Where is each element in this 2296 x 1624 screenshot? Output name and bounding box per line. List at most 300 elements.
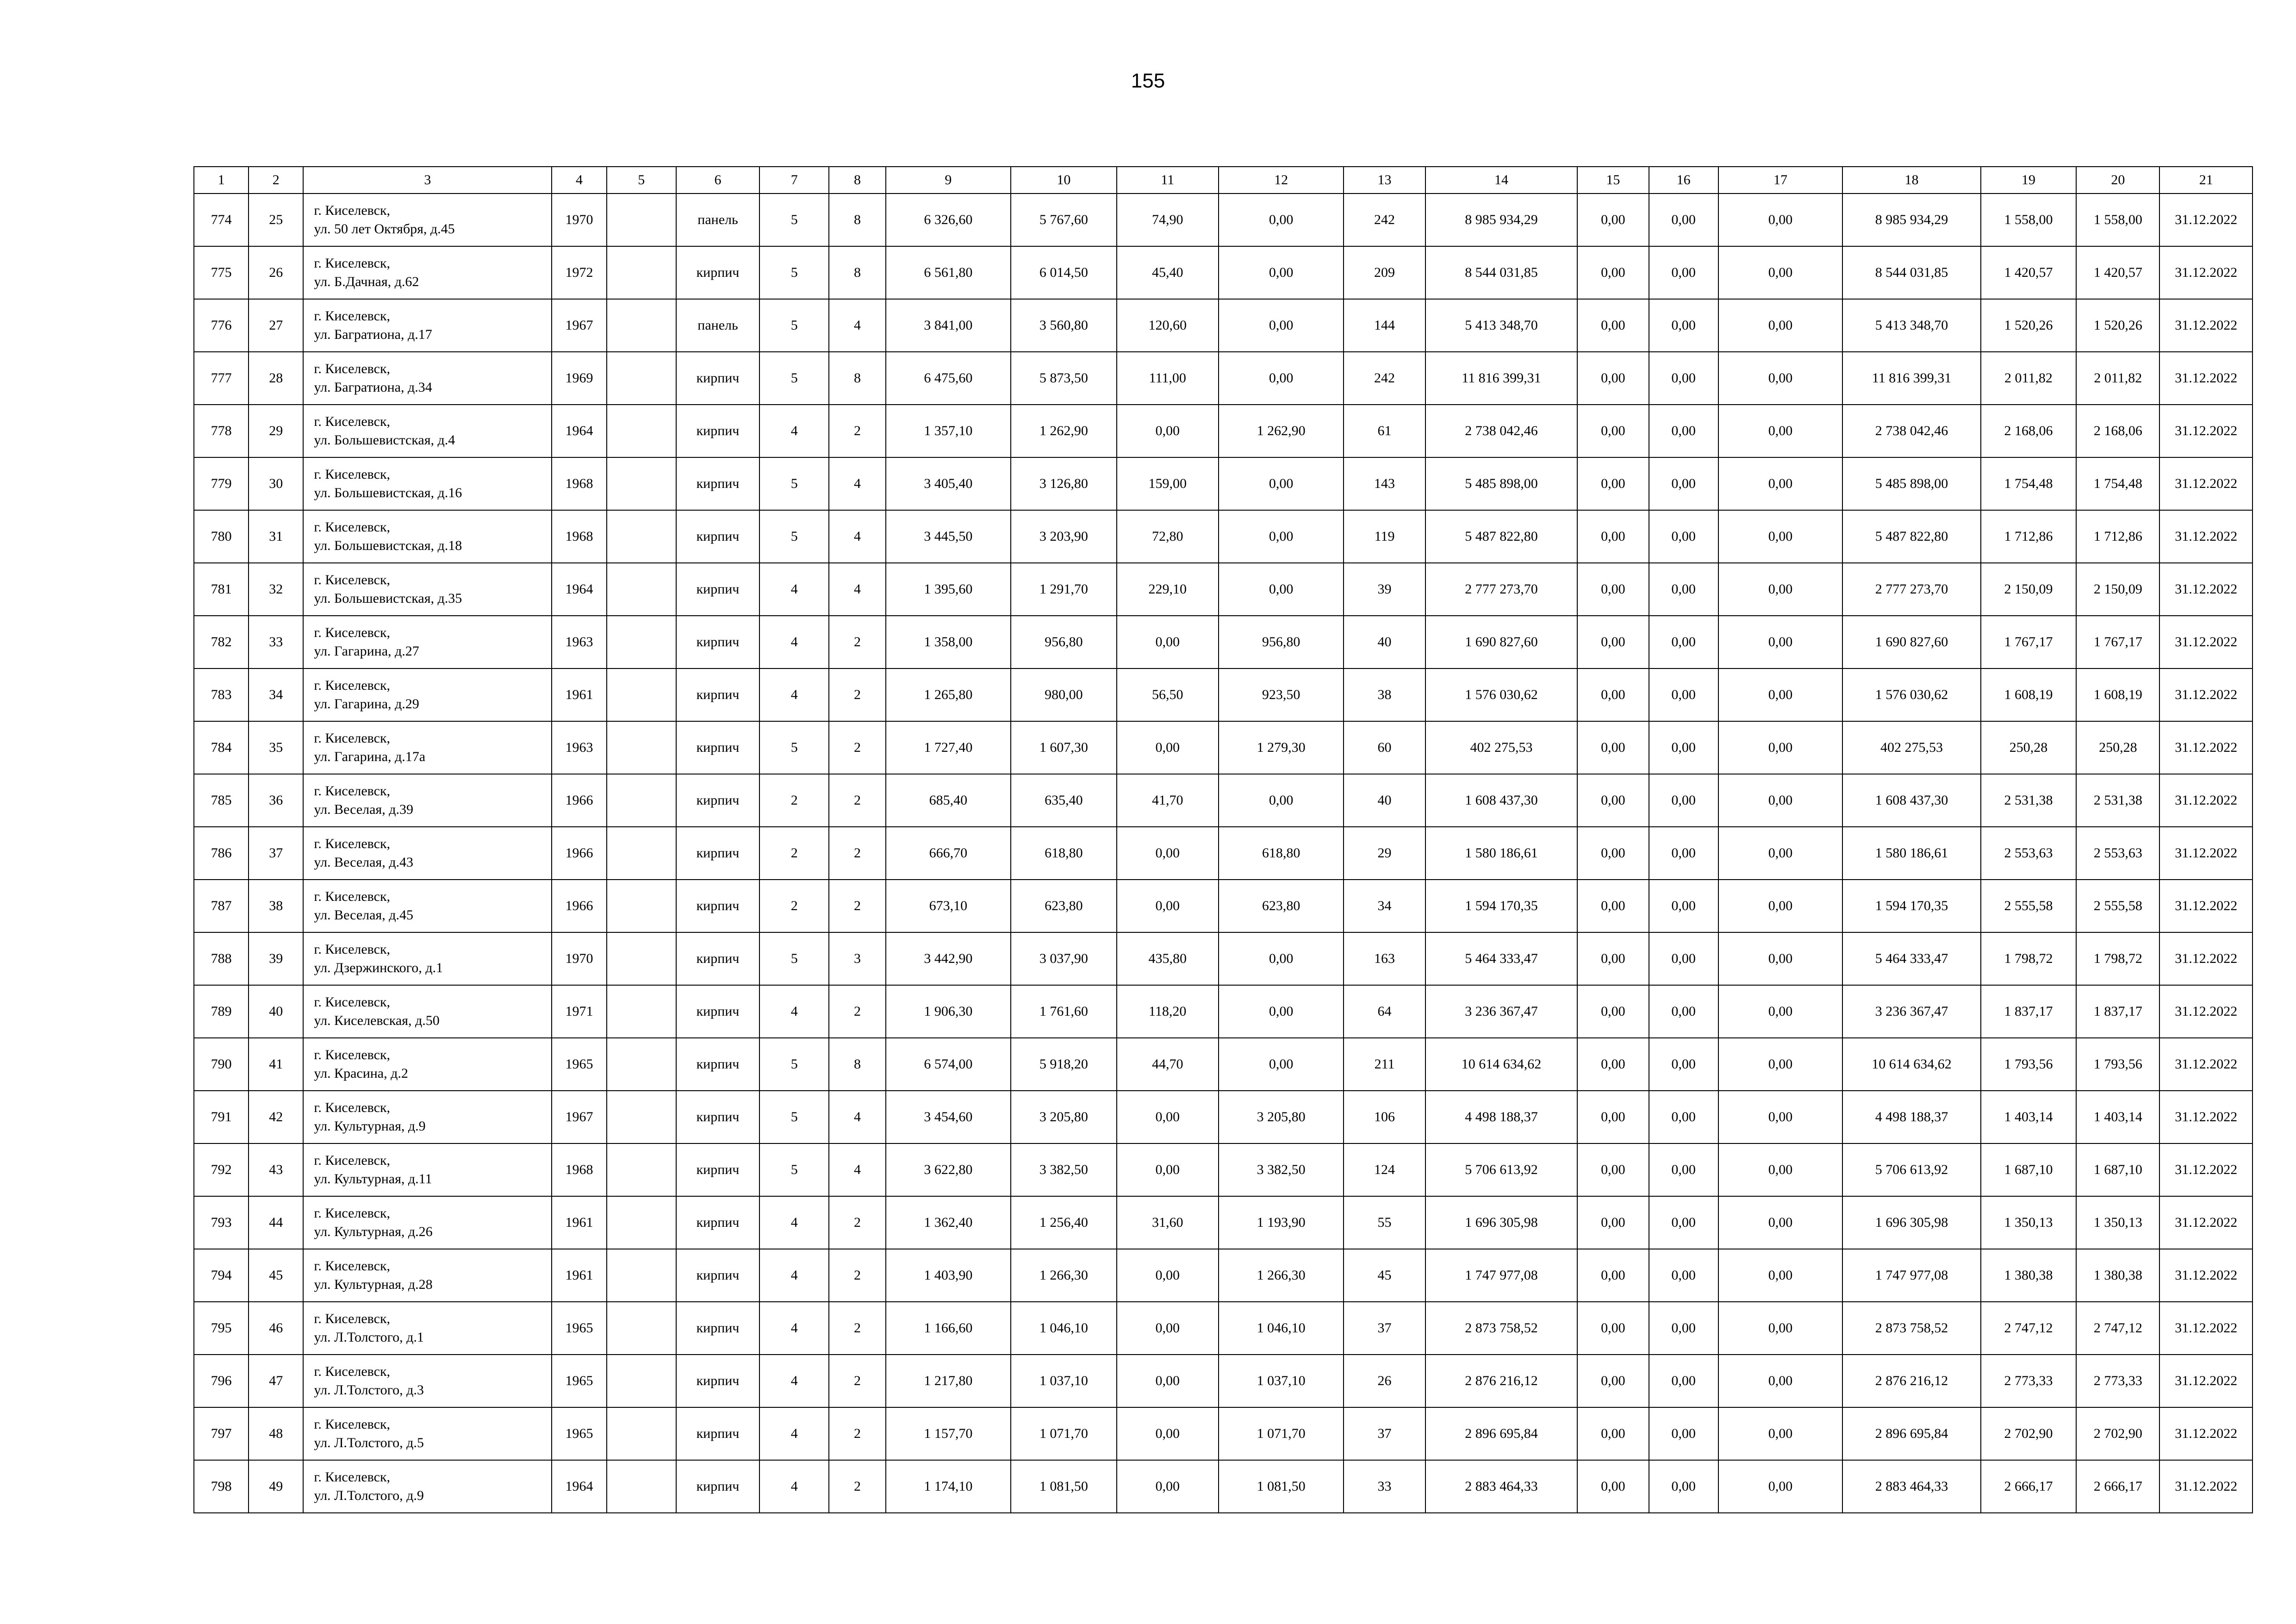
table-cell: 2 553,63: [1981, 827, 2076, 880]
table-cell: 1 071,70: [1011, 1407, 1116, 1460]
table-cell: 1 174,10: [886, 1460, 1011, 1513]
address-city: г. Киселевск,: [314, 1469, 391, 1485]
table-cell: 2 747,12: [2076, 1302, 2159, 1355]
table-cell: 1 712,86: [1981, 510, 2076, 563]
table-cell: 47: [249, 1355, 303, 1407]
table-row: [194, 563, 2252, 616]
table-cell: 31: [249, 510, 303, 563]
address-city: г. Киселевск,: [314, 1364, 391, 1379]
address-cell: [303, 457, 552, 510]
table-cell: 2 555,58: [2076, 880, 2159, 932]
table-cell: [607, 1249, 676, 1302]
table-cell: 0,00: [1718, 194, 1842, 246]
table-cell: 1 380,38: [1981, 1249, 2076, 1302]
column-header: 18: [1842, 167, 1981, 194]
table-cell: 1967: [552, 299, 606, 352]
table-cell: 1 046,10: [1011, 1302, 1116, 1355]
table-cell: 2: [829, 827, 885, 880]
table-cell: 4: [829, 457, 885, 510]
table-cell: 8: [829, 1038, 885, 1091]
table-cell: 1961: [552, 1196, 606, 1249]
table-cell: кирпич: [676, 457, 759, 510]
table-cell: 61: [1344, 405, 1425, 457]
address-city: г. Киселевск,: [314, 572, 391, 587]
address-cell: [303, 1143, 552, 1196]
table-cell: 39: [1344, 563, 1425, 616]
table-cell: 39: [249, 932, 303, 985]
table-cell: [607, 668, 676, 721]
table-cell: 74,90: [1117, 194, 1219, 246]
table-cell: 2 773,33: [1981, 1355, 2076, 1407]
table-cell: 8: [829, 246, 885, 299]
table-cell: 64: [1344, 985, 1425, 1038]
table-cell: 5 413 348,70: [1425, 299, 1578, 352]
table-cell: 2: [829, 405, 885, 457]
table-cell: 4: [759, 405, 829, 457]
table-cell: 31.12.2022: [2159, 405, 2252, 457]
address-cell: [303, 510, 552, 563]
table-cell: 0,00: [1718, 510, 1842, 563]
table-cell: 0,00: [1219, 194, 1344, 246]
table-cell: 0,00: [1219, 246, 1344, 299]
table-cell: 4: [759, 668, 829, 721]
table-cell: 0,00: [1718, 1143, 1842, 1196]
table-cell: 1 262,90: [1219, 405, 1344, 457]
table-cell: 0,00: [1577, 1143, 1649, 1196]
address-cell: [303, 985, 552, 1038]
table-row: [194, 299, 2252, 352]
table-cell: 4: [759, 1249, 829, 1302]
table-cell: 785: [194, 774, 249, 827]
table-cell: кирпич: [676, 352, 759, 405]
table-cell: 623,80: [1219, 880, 1344, 932]
table-row: [194, 352, 2252, 405]
column-header: 10: [1011, 167, 1116, 194]
address-city: г. Киселевск,: [314, 361, 391, 376]
table-cell: 0,00: [1718, 1302, 1842, 1355]
table-cell: 1 395,60: [886, 563, 1011, 616]
table-cell: 4: [759, 1302, 829, 1355]
table-cell: 2 873 758,52: [1425, 1302, 1578, 1355]
column-header: 1: [194, 167, 249, 194]
table-cell: 1963: [552, 616, 606, 668]
table-cell: 1 906,30: [886, 985, 1011, 1038]
table-cell: 36: [249, 774, 303, 827]
table-row: [194, 457, 2252, 510]
table-cell: 0,00: [1117, 1460, 1219, 1513]
table-cell: 41: [249, 1038, 303, 1091]
table-cell: 0,00: [1577, 721, 1649, 774]
table-cell: 635,40: [1011, 774, 1116, 827]
address-cell: [303, 194, 552, 246]
table-cell: 1 279,30: [1219, 721, 1344, 774]
table-cell: 111,00: [1117, 352, 1219, 405]
table-cell: 3 445,50: [886, 510, 1011, 563]
table-cell: 31.12.2022: [2159, 1143, 2252, 1196]
table-cell: 72,80: [1117, 510, 1219, 563]
table-cell: 5: [759, 1038, 829, 1091]
table-cell: 31.12.2022: [2159, 827, 2252, 880]
table-cell: 0,00: [1577, 1302, 1649, 1355]
table-cell: [607, 563, 676, 616]
table-cell: кирпич: [676, 668, 759, 721]
table-cell: 29: [1344, 827, 1425, 880]
table-cell: 796: [194, 1355, 249, 1407]
table-cell: 1961: [552, 1249, 606, 1302]
table-cell: 0,00: [1117, 880, 1219, 932]
table-cell: 3: [829, 932, 885, 985]
table-cell: 2 150,09: [2076, 563, 2159, 616]
table-cell: 0,00: [1219, 1038, 1344, 1091]
address-street: ул. Веселая, д.45: [314, 907, 413, 923]
address-street: ул. Багратиона, д.17: [314, 327, 432, 342]
table-cell: 0,00: [1117, 1143, 1219, 1196]
table-cell: 250,28: [1981, 721, 2076, 774]
table-cell: 56,50: [1117, 668, 1219, 721]
table-cell: 790: [194, 1038, 249, 1091]
table-cell: 31.12.2022: [2159, 1407, 2252, 1460]
table-cell: 5 706 613,92: [1425, 1143, 1578, 1196]
table-cell: [607, 880, 676, 932]
table-cell: 0,00: [1649, 985, 1718, 1038]
table-cell: 0,00: [1718, 1460, 1842, 1513]
table-cell: 2 876 216,12: [1425, 1355, 1578, 1407]
column-header: 15: [1577, 167, 1649, 194]
table-cell: 0,00: [1219, 985, 1344, 1038]
table-cell: 1968: [552, 457, 606, 510]
table-cell: 2 531,38: [2076, 774, 2159, 827]
table-cell: 1 696 305,98: [1425, 1196, 1578, 1249]
table-cell: 163: [1344, 932, 1425, 985]
table-cell: 0,00: [1577, 194, 1649, 246]
table-cell: 0,00: [1649, 721, 1718, 774]
table-cell: 25: [249, 194, 303, 246]
table-cell: 3 382,50: [1011, 1143, 1116, 1196]
table-cell: 666,70: [886, 827, 1011, 880]
table-cell: 1964: [552, 405, 606, 457]
address-cell: [303, 1196, 552, 1249]
table-cell: 778: [194, 405, 249, 457]
table-cell: 0,00: [1718, 1091, 1842, 1143]
address-street: ул. Л.Толстого, д.9: [314, 1488, 424, 1503]
table-cell: 0,00: [1718, 827, 1842, 880]
table-cell: [607, 1407, 676, 1460]
table-cell: 2: [759, 880, 829, 932]
address-city: г. Киселевск,: [314, 1100, 391, 1115]
table-cell: 0,00: [1718, 563, 1842, 616]
table-row: [194, 405, 2252, 457]
address-city: г. Киселевск,: [314, 1047, 391, 1062]
column-header: 6: [676, 167, 759, 194]
address-city: г. Киселевск,: [314, 783, 391, 799]
table-cell: 1 767,17: [2076, 616, 2159, 668]
table-cell: 2: [829, 880, 885, 932]
table-cell: 31.12.2022: [2159, 1038, 2252, 1091]
address-cell: [303, 563, 552, 616]
table-cell: 2 553,63: [2076, 827, 2159, 880]
table-cell: [607, 1038, 676, 1091]
table-row: [194, 1091, 2252, 1143]
table-cell: 55: [1344, 1196, 1425, 1249]
address-street: ул. Культурная, д.26: [314, 1224, 433, 1239]
table-cell: 2 702,90: [1981, 1407, 2076, 1460]
table-cell: 124: [1344, 1143, 1425, 1196]
column-header: 3: [303, 167, 552, 194]
table-cell: 0,00: [1718, 880, 1842, 932]
address-street: ул. 50 лет Октября, д.45: [314, 221, 455, 237]
table-cell: 774: [194, 194, 249, 246]
table-cell: 2: [829, 1249, 885, 1302]
table-cell: 8 985 934,29: [1842, 194, 1981, 246]
table-cell: кирпич: [676, 1249, 759, 1302]
table-cell: 1 403,14: [2076, 1091, 2159, 1143]
table-row: [194, 1249, 2252, 1302]
table-cell: 1 793,56: [1981, 1038, 2076, 1091]
table-cell: 0,00: [1649, 1143, 1718, 1196]
table-row: [194, 827, 2252, 880]
table-cell: 1 266,30: [1011, 1249, 1116, 1302]
table-cell: 0,00: [1649, 668, 1718, 721]
table-cell: 31.12.2022: [2159, 1302, 2252, 1355]
table-cell: кирпич: [676, 1407, 759, 1460]
table-cell: [607, 1196, 676, 1249]
table-cell: 31.12.2022: [2159, 299, 2252, 352]
table-cell: 1 262,90: [1011, 405, 1116, 457]
table-cell: 2: [829, 1302, 885, 1355]
table-cell: 31.12.2022: [2159, 932, 2252, 985]
column-header: 19: [1981, 167, 2076, 194]
table-cell: [607, 827, 676, 880]
table-cell: 956,80: [1219, 616, 1344, 668]
table-cell: 31.12.2022: [2159, 1091, 2252, 1143]
table-row: [194, 1355, 2252, 1407]
table-cell: 49: [249, 1460, 303, 1513]
table-cell: 46: [249, 1302, 303, 1355]
table-cell: [607, 774, 676, 827]
table-cell: кирпич: [676, 985, 759, 1038]
table-header-row: [194, 167, 2252, 194]
table-row: [194, 1460, 2252, 1513]
table-cell: 1 594 170,35: [1842, 880, 1981, 932]
table-cell: 31.12.2022: [2159, 1249, 2252, 1302]
table-cell: 3 126,80: [1011, 457, 1116, 510]
table-cell: 0,00: [1649, 774, 1718, 827]
table-row: [194, 1302, 2252, 1355]
table-cell: 118,20: [1117, 985, 1219, 1038]
table-cell: 1 071,70: [1219, 1407, 1344, 1460]
table-row: [194, 1038, 2252, 1091]
table-cell: 11 816 399,31: [1425, 352, 1578, 405]
table-cell: 0,00: [1117, 1091, 1219, 1143]
table-cell: 5: [759, 194, 829, 246]
table-cell: кирпич: [676, 1302, 759, 1355]
table-cell: 0,00: [1649, 1249, 1718, 1302]
address-cell: [303, 827, 552, 880]
table-cell: кирпич: [676, 932, 759, 985]
table-cell: 1966: [552, 880, 606, 932]
table-cell: 38: [249, 880, 303, 932]
table-cell: 8 544 031,85: [1842, 246, 1981, 299]
table-cell: 0,00: [1649, 194, 1718, 246]
table-cell: 2 738 042,46: [1842, 405, 1981, 457]
table-cell: [607, 616, 676, 668]
table-cell: 31.12.2022: [2159, 1196, 2252, 1249]
table-cell: 793: [194, 1196, 249, 1249]
table-row: [194, 668, 2252, 721]
column-header: 8: [829, 167, 885, 194]
table-cell: 0,00: [1718, 721, 1842, 774]
table-cell: 956,80: [1011, 616, 1116, 668]
table-cell: 5 873,50: [1011, 352, 1116, 405]
table-cell: 37: [249, 827, 303, 880]
table-row: [194, 510, 2252, 563]
address-cell: [303, 1249, 552, 1302]
table-cell: 38: [1344, 668, 1425, 721]
table-cell: 0,00: [1577, 563, 1649, 616]
table-cell: [607, 299, 676, 352]
table-cell: 2: [829, 721, 885, 774]
table-cell: [607, 1460, 676, 1513]
table-cell: 2: [759, 774, 829, 827]
table-cell: 0,00: [1718, 246, 1842, 299]
table-cell: кирпич: [676, 880, 759, 932]
table-cell: 2 531,38: [1981, 774, 2076, 827]
table-cell: 1 358,00: [886, 616, 1011, 668]
table-cell: 0,00: [1219, 774, 1344, 827]
table-cell: 5: [759, 1143, 829, 1196]
table-cell: 1 767,17: [1981, 616, 2076, 668]
table-cell: [607, 246, 676, 299]
table-cell: 0,00: [1649, 457, 1718, 510]
table-cell: 1 793,56: [2076, 1038, 2159, 1091]
table-cell: 780: [194, 510, 249, 563]
table-cell: 1964: [552, 563, 606, 616]
table-cell: 41,70: [1117, 774, 1219, 827]
table-cell: [607, 1302, 676, 1355]
table-cell: [607, 721, 676, 774]
table-cell: 2 883 464,33: [1425, 1460, 1578, 1513]
address-cell: [303, 299, 552, 352]
table-cell: 2 883 464,33: [1842, 1460, 1981, 1513]
table-cell: 2: [759, 827, 829, 880]
table-cell: 0,00: [1117, 1302, 1219, 1355]
table-row: [194, 932, 2252, 985]
table-cell: 0,00: [1117, 1407, 1219, 1460]
table-cell: 5 464 333,47: [1425, 932, 1578, 985]
table-cell: 0,00: [1577, 1249, 1649, 1302]
address-cell: [303, 880, 552, 932]
table-cell: 1967: [552, 1091, 606, 1143]
table-cell: 2 896 695,84: [1425, 1407, 1578, 1460]
table-cell: 5 485 898,00: [1425, 457, 1578, 510]
address-street: ул. Культурная, д.11: [314, 1171, 432, 1187]
table-cell: 1 576 030,62: [1842, 668, 1981, 721]
table-cell: 0,00: [1117, 1355, 1219, 1407]
address-city: г. Киселевск,: [314, 256, 391, 271]
table-cell: 1 265,80: [886, 668, 1011, 721]
address-cell: [303, 1407, 552, 1460]
table-cell: 48: [249, 1407, 303, 1460]
table-cell: 35: [249, 721, 303, 774]
table-cell: 4: [829, 510, 885, 563]
table-cell: 797: [194, 1407, 249, 1460]
table-cell: 1 837,17: [2076, 985, 2159, 1038]
table-cell: 4: [759, 1460, 829, 1513]
table-cell: 3 841,00: [886, 299, 1011, 352]
table-cell: 1 380,38: [2076, 1249, 2159, 1302]
table-cell: 33: [1344, 1460, 1425, 1513]
table-cell: 6 561,80: [886, 246, 1011, 299]
table-cell: 1965: [552, 1355, 606, 1407]
table-cell: 10 614 634,62: [1425, 1038, 1578, 1091]
table-cell: 1 037,10: [1011, 1355, 1116, 1407]
table-cell: 0,00: [1117, 1249, 1219, 1302]
table-cell: 5: [759, 457, 829, 510]
table-cell: 2: [829, 1196, 885, 1249]
table-cell: 2 168,06: [1981, 405, 2076, 457]
table-cell: 5 767,60: [1011, 194, 1116, 246]
table-cell: 5 487 822,80: [1842, 510, 1981, 563]
table-cell: 45,40: [1117, 246, 1219, 299]
table-cell: 2 555,58: [1981, 880, 2076, 932]
table-cell: 0,00: [1649, 1460, 1718, 1513]
address-street: ул. Дзержинского, д.1: [314, 960, 443, 975]
address-street: ул. Гагарина, д.27: [314, 643, 419, 659]
table-cell: 673,10: [886, 880, 1011, 932]
table-cell: 2: [829, 1460, 885, 1513]
table-cell: 0,00: [1649, 1302, 1718, 1355]
table-cell: 27: [249, 299, 303, 352]
table-cell: 1 727,40: [886, 721, 1011, 774]
address-city: г. Киселевск,: [314, 414, 391, 429]
table-cell: 44: [249, 1196, 303, 1249]
table-cell: 788: [194, 932, 249, 985]
table-cell: 1968: [552, 1143, 606, 1196]
table-cell: 2 168,06: [2076, 405, 2159, 457]
table-cell: 1 291,70: [1011, 563, 1116, 616]
table-cell: 2 777 273,70: [1842, 563, 1981, 616]
column-header: 17: [1718, 167, 1842, 194]
address-street: ул. Культурная, д.28: [314, 1277, 433, 1292]
table-cell: 0,00: [1718, 932, 1842, 985]
table-cell: 1 520,26: [1981, 299, 2076, 352]
table-cell: кирпич: [676, 1196, 759, 1249]
table-cell: 2 747,12: [1981, 1302, 2076, 1355]
table-cell: 2 011,82: [1981, 352, 2076, 405]
table-cell: 1 798,72: [2076, 932, 2159, 985]
table-cell: 0,00: [1219, 299, 1344, 352]
column-header: 20: [2076, 167, 2159, 194]
table-cell: 783: [194, 668, 249, 721]
table-cell: 1 687,10: [1981, 1143, 2076, 1196]
table-cell: 1 607,30: [1011, 721, 1116, 774]
address-city: г. Киселевск,: [314, 1417, 391, 1432]
table-cell: 1 046,10: [1219, 1302, 1344, 1355]
table-cell: 37: [1344, 1302, 1425, 1355]
table-cell: 34: [249, 668, 303, 721]
table-cell: 1 687,10: [2076, 1143, 2159, 1196]
address-street: ул. Л.Толстого, д.3: [314, 1382, 424, 1398]
table-cell: [607, 194, 676, 246]
table-cell: 30: [249, 457, 303, 510]
table-cell: 789: [194, 985, 249, 1038]
table-cell: 5: [759, 352, 829, 405]
table-cell: 0,00: [1718, 1038, 1842, 1091]
table-cell: 0,00: [1649, 405, 1718, 457]
table-cell: 1 608 437,30: [1425, 774, 1578, 827]
column-header: 2: [249, 167, 303, 194]
table-cell: 1 754,48: [2076, 457, 2159, 510]
